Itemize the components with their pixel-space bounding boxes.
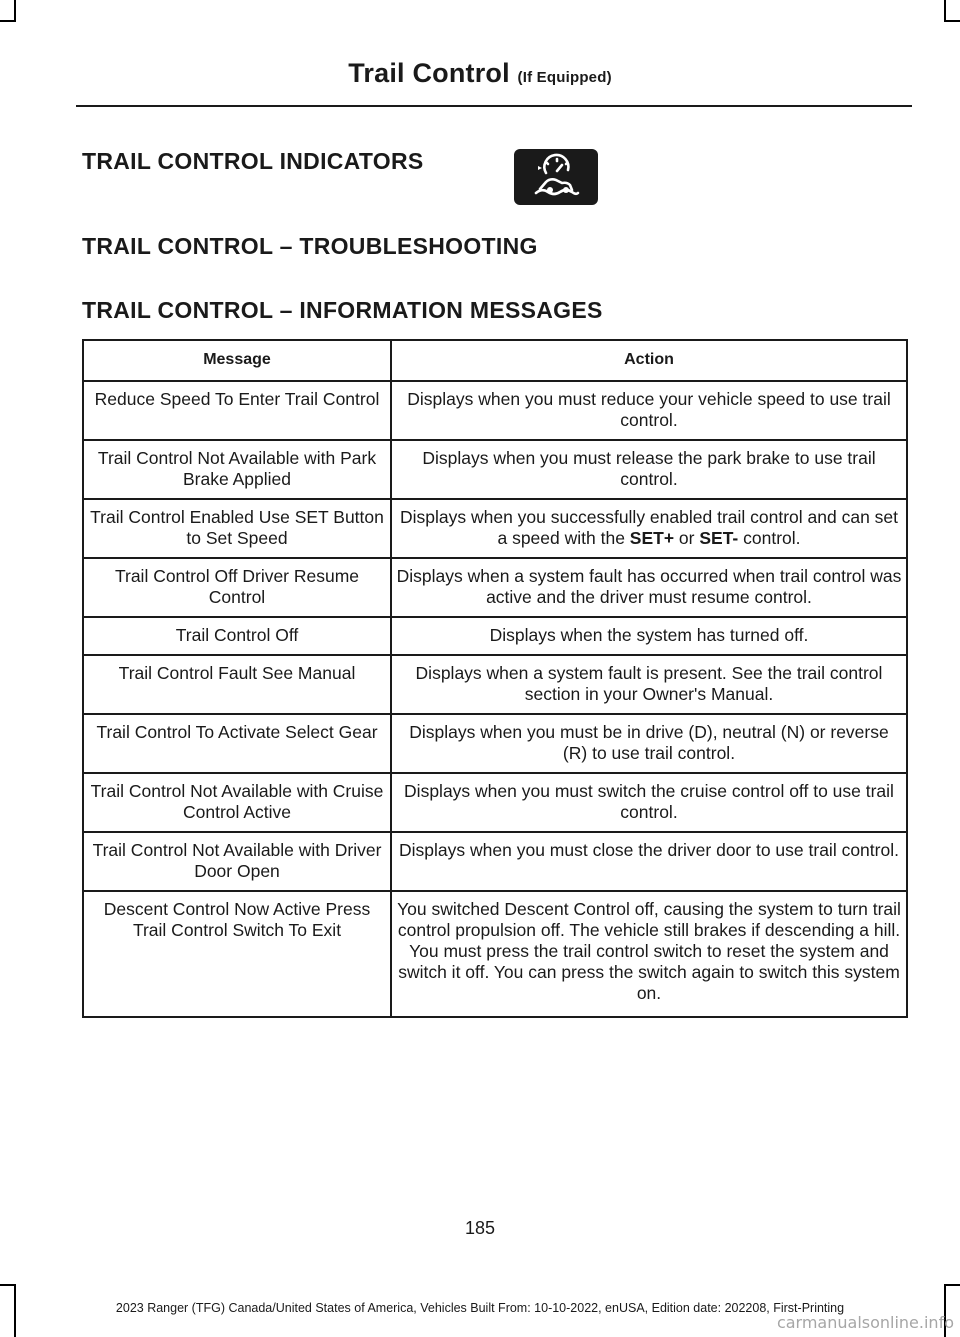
- page-number: 185: [464, 1218, 496, 1238]
- message-cell: Trail Control Not Available with Park Brake Applied: [83, 440, 391, 499]
- site-watermark: carmanualsonline.info: [776, 1313, 954, 1332]
- action-cell: Displays when you successfully enabled trail control and can set a speed with the SET+ or SET- control.: [391, 499, 907, 558]
- table-row: [83, 891, 907, 1017]
- crop-mark: [944, 1284, 960, 1286]
- information-messages-table: [82, 339, 908, 1018]
- message-cell: Trail Control To Activate Select Gear: [83, 714, 391, 773]
- message-cell: Descent Control Now Active Press Trail Control Switch To Exit: [83, 891, 391, 1017]
- action-cell: Displays when you must release the park brake to use trail control.: [391, 440, 907, 499]
- action-cell: Displays when you must be in drive (D), neutral (N) or reverse (R) to use trail control.: [391, 714, 907, 773]
- table-row: [83, 558, 907, 617]
- crop-mark: [14, 0, 16, 22]
- action-cell: Displays when you must switch the cruise control off to use trail control.: [391, 773, 907, 832]
- messages-heading: TRAIL CONTROL – INFORMATION MESSAGES: [82, 297, 603, 323]
- table-header-row: [83, 340, 907, 381]
- message-cell: Trail Control Off: [83, 617, 391, 655]
- table-row: [83, 773, 907, 832]
- footer-edition-info: 2023 Ranger (TFG) Canada/United States of America, Vehicles Built From: 10-10-2022, enUSA, Edition date: 202208, First-Printing: [115, 1301, 845, 1315]
- column-header-message: Message: [83, 340, 391, 381]
- header-divider: [76, 105, 912, 107]
- message-cell: Trail Control Off Driver Resume Control: [83, 558, 391, 617]
- crop-mark: [0, 20, 16, 22]
- table-row: [83, 617, 907, 655]
- column-header-action: Action: [391, 340, 907, 381]
- troubleshooting-heading: TRAIL CONTROL – TROUBLESHOOTING: [82, 233, 538, 259]
- page-header-title: [0, 58, 960, 89]
- action-cell: Displays when you must reduce your vehicle speed to use trail control.: [391, 381, 907, 440]
- message-cell: Trail Control Enabled Use SET Button to Set Speed: [83, 499, 391, 558]
- action-cell: Displays when a system fault is present. See the trail control section in your Owner's Manual.: [391, 655, 907, 714]
- indicators-heading: TRAIL CONTROL INDICATORS: [82, 148, 424, 174]
- table-row: [83, 499, 907, 558]
- control-name: SET-: [699, 528, 739, 548]
- table-row: [83, 714, 907, 773]
- table-row: [83, 832, 907, 891]
- table-row: [83, 381, 907, 440]
- header-title-text: Trail Control: [348, 58, 510, 88]
- action-cell: Displays when you must close the driver door to use trail control.: [391, 832, 907, 891]
- crop-mark: [0, 1284, 16, 1286]
- message-cell: Trail Control Fault See Manual: [83, 655, 391, 714]
- crop-mark: [944, 20, 960, 22]
- message-cell: Reduce Speed To Enter Trail Control: [83, 381, 391, 440]
- action-cell: You switched Descent Control off, causing the system to turn trail control propulsion off. The vehicle still brakes if descending a hill. You must press the trail control switch to reset the system and switch it off. You can press the switch again to switch this system on.: [391, 891, 907, 1017]
- control-name: SET+: [629, 528, 675, 548]
- crop-mark: [944, 0, 946, 22]
- action-cell: Displays when the system has turned off.: [391, 617, 907, 655]
- trail-control-icon: [514, 149, 598, 205]
- action-cell: Displays when a system fault has occurred when trail control was active and the driver must resume control.: [391, 558, 907, 617]
- message-cell: Trail Control Not Available with Driver Door Open: [83, 832, 391, 891]
- table-row: [83, 440, 907, 499]
- header-subtitle: (If Equipped): [517, 69, 612, 86]
- table-row: [83, 655, 907, 714]
- message-cell: Trail Control Not Available with Cruise Control Active: [83, 773, 391, 832]
